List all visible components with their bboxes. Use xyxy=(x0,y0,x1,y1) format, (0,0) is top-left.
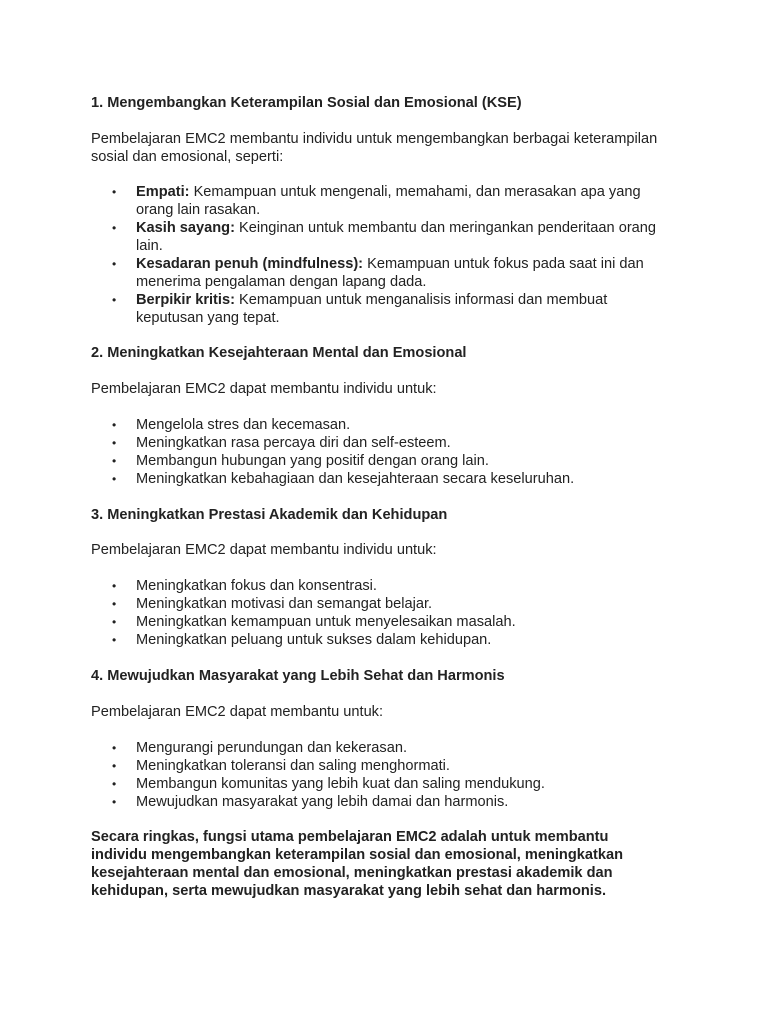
section-2-intro: Pembelajaran EMC2 dapat membantu individu untuk: xyxy=(91,381,437,397)
summary-line-1: Secara ringkas, fungsi utama pembelajaran EMC2 adalah untuk membantu xyxy=(91,829,609,845)
bullet-icon: • xyxy=(112,633,117,647)
list-item xyxy=(91,255,681,291)
section-1-heading: 1. Mengembangkan Keterampilan Sosial dan Emosional (KSE) xyxy=(91,95,522,111)
list-item-text: Membangun hubungan yang positif dengan orang lain. xyxy=(136,453,489,469)
list-item xyxy=(91,793,681,811)
bullet-icon: • xyxy=(112,454,117,468)
section-1-intro-line-1: Pembelajaran EMC2 membantu individu untuk mengembangkan berbagai keterampilan xyxy=(91,131,658,147)
list-item-text: Mewujudkan masyarakat yang lebih damai dan harmonis. xyxy=(136,794,509,810)
list-item xyxy=(91,775,681,793)
list-item-text-continued: lain. xyxy=(136,238,163,254)
section-2-list xyxy=(91,416,681,488)
bullet-icon: • xyxy=(112,418,117,432)
section-1-intro xyxy=(91,130,691,166)
bullet-icon: • xyxy=(112,741,117,755)
list-item xyxy=(91,219,681,255)
list-item xyxy=(91,613,681,631)
list-item-text: Keinginan untuk membantu dan meringankan penderitaan orang xyxy=(234,220,657,236)
section-3-intro: Pembelajaran EMC2 dapat membantu individu untuk: xyxy=(91,542,437,558)
list-item-text: Meningkatkan toleransi dan saling menghormati. xyxy=(136,758,450,774)
summary-line-3: kesejahteraan mental dan emosional, meningkatkan prestasi akademik dan xyxy=(91,865,613,881)
list-item-term: Berpikir kritis: xyxy=(136,292,235,308)
section-1-intro-line-2: sosial dan emosional, seperti: xyxy=(91,149,284,165)
list-item xyxy=(91,183,681,219)
summary-line-2: individu mengembangkan keterampilan sosial dan emosional, meningkatkan xyxy=(91,847,624,863)
list-item xyxy=(91,577,681,595)
bullet-icon: • xyxy=(112,795,117,809)
bullet-icon: • xyxy=(112,293,117,307)
section-4-heading: 4. Mewujudkan Masyarakat yang Lebih Sehat dan Harmonis xyxy=(91,668,505,684)
section-4-intro: Pembelajaran EMC2 dapat membantu untuk: xyxy=(91,704,384,720)
list-item-term: Kesadaran penuh (mindfulness): xyxy=(136,256,364,272)
list-item xyxy=(91,631,681,649)
section-2-heading: 2. Meningkatkan Kesejahteraan Mental dan Emosional xyxy=(91,345,467,361)
list-item-term: Empati: xyxy=(136,184,190,200)
list-item-text-continued: orang lain rasakan. xyxy=(136,202,261,218)
list-item-text: Membangun komunitas yang lebih kuat dan saling mendukung. xyxy=(136,776,545,792)
list-item xyxy=(91,434,681,452)
list-item xyxy=(91,416,681,434)
summary-paragraph xyxy=(91,828,651,900)
bullet-icon: • xyxy=(112,472,117,486)
list-item-text: Mengurangi perundungan dan kekerasan. xyxy=(136,740,407,756)
list-item-text: Meningkatkan fokus dan konsentrasi. xyxy=(136,578,377,594)
summary-line-4: kehidupan, serta mewujudkan masyarakat yang lebih sehat dan harmonis. xyxy=(91,883,606,899)
list-item xyxy=(91,595,681,613)
list-item-text: Meningkatkan kebahagiaan dan kesejahteraan secara keseluruhan. xyxy=(136,471,575,487)
list-item-text: Meningkatkan kemampuan untuk menyelesaikan masalah. xyxy=(136,614,516,630)
list-item-term: Kasih sayang: xyxy=(136,220,235,236)
list-item-text: Meningkatkan peluang untuk sukses dalam kehidupan. xyxy=(136,632,492,648)
section-3-list xyxy=(91,577,681,649)
bullet-icon: • xyxy=(112,185,117,199)
list-item-text: Kemampuan untuk fokus pada saat ini dan xyxy=(363,256,644,272)
list-item-text-continued: keputusan yang tepat. xyxy=(136,310,280,326)
list-item-text: Meningkatkan rasa percaya diri dan self-esteem. xyxy=(136,435,451,451)
list-item-text: Kemampuan untuk mengenali, memahami, dan merasakan apa yang xyxy=(189,184,641,200)
bullet-icon: • xyxy=(112,221,117,235)
section-1-list xyxy=(91,183,681,327)
list-item-text: Meningkatkan motivasi dan semangat belajar. xyxy=(136,596,433,612)
section-4-list xyxy=(91,739,681,811)
list-item-text-continued: menerima pengalaman dengan lapang dada. xyxy=(136,274,427,290)
bullet-icon: • xyxy=(112,257,117,271)
list-item xyxy=(91,470,681,488)
bullet-icon: • xyxy=(112,615,117,629)
list-item xyxy=(91,291,681,327)
bullet-icon: • xyxy=(112,597,117,611)
bullet-icon: • xyxy=(112,777,117,791)
bullet-icon: • xyxy=(112,579,117,593)
list-item-text: Mengelola stres dan kecemasan. xyxy=(136,417,351,433)
list-item xyxy=(91,739,681,757)
bullet-icon: • xyxy=(112,436,117,450)
section-3-heading: 3. Meningkatkan Prestasi Akademik dan Kehidupan xyxy=(91,507,448,523)
list-item-text: Kemampuan untuk menganalisis informasi dan membuat xyxy=(234,292,608,308)
list-item xyxy=(91,452,681,470)
bullet-icon: • xyxy=(112,759,117,773)
list-item xyxy=(91,757,681,775)
